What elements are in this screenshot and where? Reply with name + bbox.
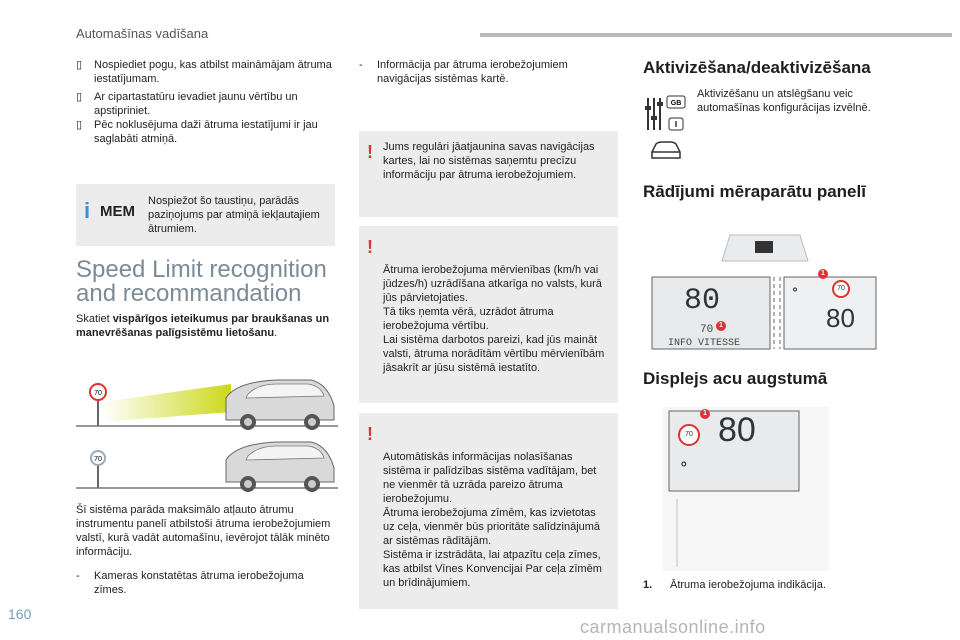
right-cluster-sign: 70 (832, 280, 850, 298)
bullet-marker: ▯ (76, 59, 83, 71)
bullet-text: Ar cipartastatūru ievadiet jaunu vērtību un apstipriniet. (94, 91, 298, 117)
bullet-list (76, 58, 338, 146)
bullet-item (76, 118, 338, 146)
watermark: carmanualsonline.info (580, 617, 766, 637)
warning-box (359, 413, 618, 609)
dashboard-title: Rādījumi mēraparātu panelī (643, 182, 866, 201)
info-box (76, 184, 335, 246)
settings-icon (645, 94, 689, 134)
footnote-number: 1. (643, 579, 653, 591)
speedometer-icon: ⚬ (790, 283, 801, 297)
bullet-item (76, 58, 338, 86)
footnote-text: Ātruma ierobežojuma indikācija. (670, 579, 826, 591)
sign-70-text: 70 (94, 456, 102, 463)
dash-item-text: Informācija par ātruma ierobežojumiem navigācijas sistēmas kartē. (377, 59, 568, 85)
car-illustration (76, 372, 338, 496)
bullet-marker: ▯ (76, 119, 83, 131)
dash-item (359, 58, 621, 86)
warning-text: Ātruma ierobežojuma mērvienības (km/h vai jūdzes/h) uzrādīšana atkarīga no valsts, kurā jūs pārvietojaties. Tā tiks ņemta vērā, uzrādot ātruma ierobežojuma vērtību. Lai sistēma darbotos pareizi, kad jūs maināt valsti, ātruma norādītām vērtību mērvienībām jāsakrīt ar jūsu sistēmā iestatīto. (383, 264, 605, 374)
warning-text: Jums regulāri jāatjaunina savas navigācijas kartes, lai no sistēmas saņemtu precīzu informāciju par ātruma ierobežojumiem. (383, 141, 595, 181)
header-rule (480, 33, 952, 37)
intro-prefix: Skatiet (76, 313, 113, 325)
warning-icon: ! (367, 424, 373, 444)
activate-text: Aktivizēšanu un atslēgšanu veic automašīnas konfigurācijas izvēlnē. (697, 88, 871, 114)
warning-box (359, 226, 618, 403)
hud-sign: 70 (678, 424, 700, 446)
callout-badge: 1 (700, 409, 710, 419)
cluster-caption: INFO VITESSE (668, 338, 741, 349)
page-number: 160 (8, 606, 32, 622)
mem-key-label: MEM (100, 203, 135, 220)
section-title-line: and recommandation (76, 280, 302, 307)
sign-70-text: 70 (94, 390, 102, 397)
section-title (76, 258, 338, 306)
section-title-line: Speed Limit recognition (76, 256, 327, 283)
intro-paragraph (76, 312, 338, 340)
warning-box (359, 131, 618, 217)
running-header: Automašīnas vadīšana (76, 26, 209, 41)
hud-speedometer-icon: ⚬ (678, 456, 690, 472)
info-icon: i (84, 198, 91, 223)
intro-suffix: . (274, 327, 278, 339)
cluster-speed: 80 (684, 284, 721, 318)
right-cluster-speed: 80 (826, 303, 855, 333)
activate-title: Aktivizēšana/deaktivizēšana (643, 58, 871, 77)
bullet-item (76, 90, 338, 118)
warning-text: Automātiskās informācijas nolasīšanas sistēma ir palīdzības sistēma vadītājam, bet ne vienmēr tā uzrāda pareizo ātruma ierobežojumu. Ātruma ierobežojuma zīmēm, kas izvietotas uz ceļa, vienmēr būs prioritāte salīdzinājumā ar sistēmas rādītājām. Sistēma ir izstrādāta, lai atpazītu ceļa zīmes, kas atbilst Vīnes Konvencijai Par ceļa zīmēm un brīdinājumiem. (383, 451, 602, 589)
warning-icon: ! (367, 142, 373, 162)
dash-marker: - (359, 59, 363, 71)
warning-icon: ! (367, 237, 373, 257)
callout-badge: 1 (818, 269, 828, 279)
dash-item-text: Kameras konstatētas ātruma ierobežojuma zīmes. (94, 570, 304, 596)
car-front-icon (648, 138, 684, 162)
hud-speed: 80 (718, 411, 756, 449)
bullet-marker: ▯ (76, 91, 83, 103)
cluster-sign-value: 70 (700, 324, 714, 336)
hud-title: Displejs acu augstumā (643, 369, 828, 388)
dash-marker: - (76, 570, 80, 582)
info-text: Nospiežot šo taustiņu, parādās paziņojums par atmiņā iekļautajiem ātrumiem. (148, 195, 320, 235)
gb-label: GB (670, 100, 682, 107)
i-label: I (674, 120, 678, 129)
bullet-text: Pēc noklusējuma daži ātruma iestatījumi ir jau saglabāti atmiņā. (94, 119, 318, 145)
body-paragraph: Šī sistēma parāda maksimālo atļauto ātrumu instrumentu panelī atbilstoši ātruma ierobežojumiem valstī, kurā vadāt automašīnu, ievērojot tālāk minēto informāciju. (76, 504, 331, 558)
bullet-text: Nospiediet pogu, kas atbilst maināmājam ātruma iestatījumam. (94, 59, 332, 85)
callout-badge: 1 (716, 321, 726, 331)
car-sign-figure (76, 372, 338, 496)
intro-bold: vispārīgos ieteikumus par braukšanas un manevrēšanas palīgsistēmu lietošanu (76, 313, 330, 339)
dash-item (76, 569, 338, 597)
